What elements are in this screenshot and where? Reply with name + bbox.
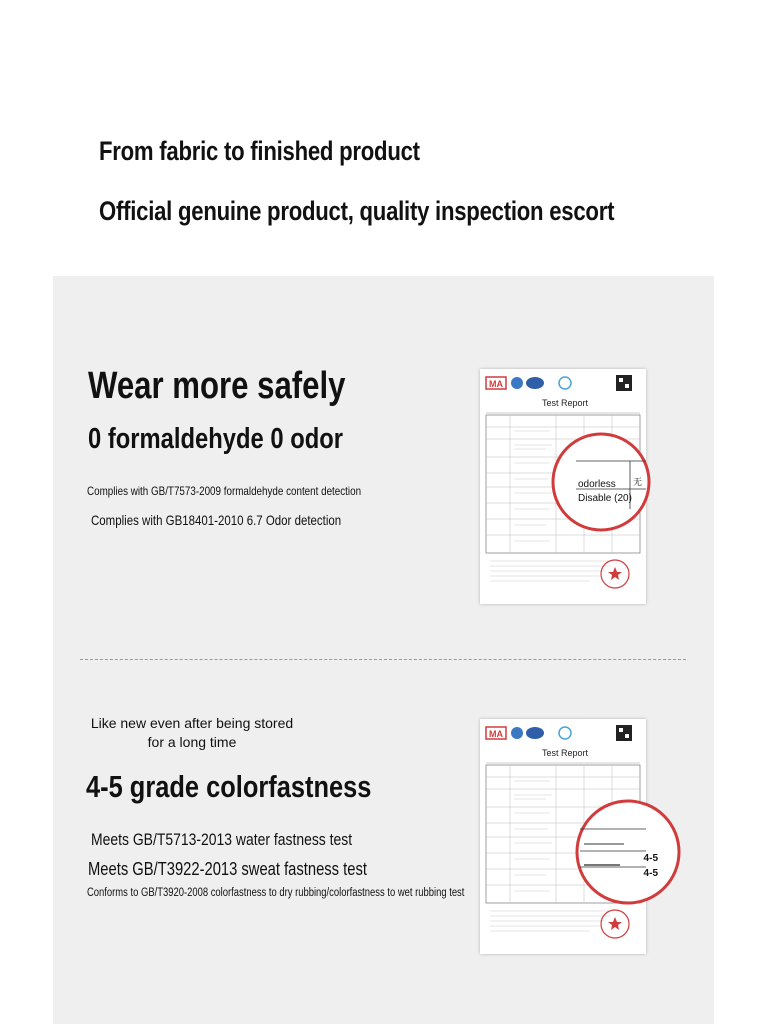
page-subtitle: Official genuine product, quality inspection escort <box>99 196 615 226</box>
cert-seal-icon <box>511 377 523 389</box>
test-report-odor <box>480 369 646 604</box>
section-colorfast-title: 4-5 grade colorfastness <box>86 769 372 804</box>
section-safety-title: Wear more safely <box>88 365 346 407</box>
test-report-odor-image <box>480 369 646 604</box>
svg-text:4-5: 4-5 <box>643 868 658 879</box>
test-report-colorfastness <box>480 719 658 954</box>
svg-text:无: 无 <box>633 478 643 488</box>
qr-code-icon <box>616 375 632 391</box>
cert-seal-icon <box>511 727 523 739</box>
ilac-seal-icon <box>559 377 571 389</box>
test-report-colorfastness-image <box>480 719 658 954</box>
svg-text:4-5: 4-5 <box>643 853 658 864</box>
svg-text:MA: MA <box>489 729 503 739</box>
formaldehyde-compliance-line: Complies with GB/T7573-2009 formaldehyde content detection <box>87 484 362 498</box>
qr-code-icon <box>616 725 632 741</box>
water-fastness-line: Meets GB/T5713-2013 water fastness test <box>91 830 353 849</box>
rubbing-fastness-line: Conforms to GB/T3920-2008 colorfastness to dry rubbing/colorfastness to wet rubbing test <box>87 887 465 899</box>
odor-compliance-line: Complies with GB18401-2010 6.7 Odor detection <box>91 512 342 528</box>
svg-text:Test Report: Test Report <box>542 748 589 758</box>
cnas-seal-icon <box>526 727 544 739</box>
page-title: From fabric to finished product <box>99 136 420 166</box>
svg-text:Test Report: Test Report <box>542 398 589 408</box>
zoom-magnifier <box>577 801 679 903</box>
svg-text:odorless: odorless <box>578 479 616 490</box>
sweat-fastness-line: Meets GB/T3922-2013 sweat fastness test <box>88 859 367 879</box>
svg-text:MA: MA <box>489 379 503 389</box>
section-colorfast-intro: Like new even after being stored for a long time <box>90 715 294 750</box>
ilac-seal-icon <box>559 727 571 739</box>
cnas-seal-icon <box>526 377 544 389</box>
section-safety-subtitle: 0 formaldehyde 0 odor <box>88 423 344 455</box>
svg-text:Disable (20): Disable (20) <box>578 493 632 504</box>
section-divider <box>80 659 686 660</box>
